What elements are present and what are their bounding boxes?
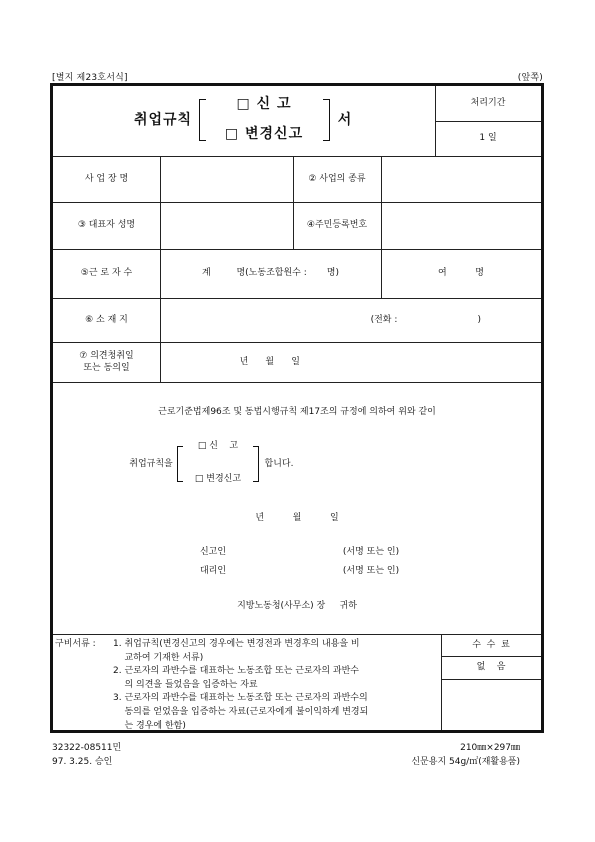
reporter-signature[interactable]: (서명 또는 인) bbox=[342, 546, 400, 557]
opinion-date-field[interactable]: 년 월 일 bbox=[239, 356, 300, 367]
worker-total-field[interactable]: 계 명(노동조합원수 : 명) bbox=[202, 268, 339, 279]
fee-label: 수 수 료 bbox=[472, 639, 510, 650]
body-suffix: 합니다. bbox=[264, 458, 294, 469]
input-business-type[interactable] bbox=[381, 156, 541, 202]
title-option-change-report[interactable]: □ 변경신고 bbox=[224, 125, 304, 142]
label-registration-number: ④주민등록번호 bbox=[306, 220, 368, 231]
input-representative-name[interactable] bbox=[160, 202, 293, 249]
processing-period-label: 처리기간 bbox=[470, 98, 506, 109]
label-representative-name: ③ 대표자 성명 bbox=[77, 220, 136, 231]
documents-item-2: 2. 근로자의 과반수를 대표하는 노동조합 또는 근로자의 과반수 의 의견을 들었음을 입증하는 자료 bbox=[113, 666, 359, 690]
fee-value: 없 음 bbox=[476, 662, 506, 673]
form-number: [별지 제23호서식] bbox=[52, 73, 128, 83]
addressee: 지방노동청(사무소) 장 귀하 bbox=[237, 600, 357, 611]
body-option-report[interactable]: □ 신 고 bbox=[197, 440, 239, 451]
report-date[interactable]: 년 월 일 bbox=[255, 512, 339, 523]
title-bracket-right bbox=[323, 99, 330, 141]
processing-period-value: 1 일 bbox=[479, 133, 497, 144]
title-right: 서 bbox=[337, 111, 353, 128]
input-workplace-name[interactable] bbox=[160, 156, 293, 202]
statement-text: 근로기준법제96조 및 동법시행규칙 제17조의 규정에 의하여 위와 같이 bbox=[158, 406, 436, 417]
paper-size: 210㎜×297㎜ bbox=[460, 743, 520, 753]
rule-label: 취업규칙을 bbox=[129, 458, 173, 469]
documents-label: 구비서류 : bbox=[55, 639, 96, 649]
input-registration-number[interactable] bbox=[381, 202, 541, 249]
worker-female-field[interactable]: 여 명 bbox=[438, 268, 484, 279]
approval-date: 97. 3.25. 승인 bbox=[52, 757, 113, 767]
label-opinion-date: ⑦ 의견청취일 또는 동의일 bbox=[79, 350, 134, 373]
form-code: 32322-08511민 bbox=[52, 743, 122, 753]
label-location: ⑥ 소 재 지 bbox=[85, 314, 128, 325]
body-option-change-report[interactable]: □ 변경신고 bbox=[194, 473, 242, 484]
title-option-report[interactable]: □ 신 고 bbox=[236, 95, 292, 112]
label-workplace-name: 사 업 장 명 bbox=[84, 173, 129, 184]
title-left: 취업규칙 bbox=[133, 111, 193, 128]
form-frame bbox=[50, 83, 544, 733]
paper-type: 신문용지 54g/㎡(재활용품) bbox=[411, 757, 520, 767]
title-bracket-left bbox=[199, 99, 206, 141]
documents-item-3: 3. 근로자의 과반수를 대표하는 노동조합 또는 근로자의 과반수의 동의를 얻었음을 입증하는 자료(근로자에게 불이익하게 변경되 는 경우에 한함) bbox=[113, 693, 369, 731]
documents-item-1: 1. 취업규칙(변경신고의 경우에는 변경전과 변경후의 내용을 비 교하여 기재한 서류) bbox=[113, 639, 360, 663]
agent-signature[interactable]: (서명 또는 인) bbox=[342, 565, 400, 576]
label-worker-count: ⑤근 로 자 수 bbox=[80, 268, 133, 279]
label-business-type: ② 사업의 종류 bbox=[308, 173, 366, 184]
page-side-label: (앞쪽) bbox=[517, 73, 543, 83]
agent-label: 대리인 bbox=[199, 565, 227, 576]
location-phone-field[interactable]: (전화 : ) bbox=[370, 314, 481, 325]
reporter-label: 신고인 bbox=[199, 546, 227, 557]
